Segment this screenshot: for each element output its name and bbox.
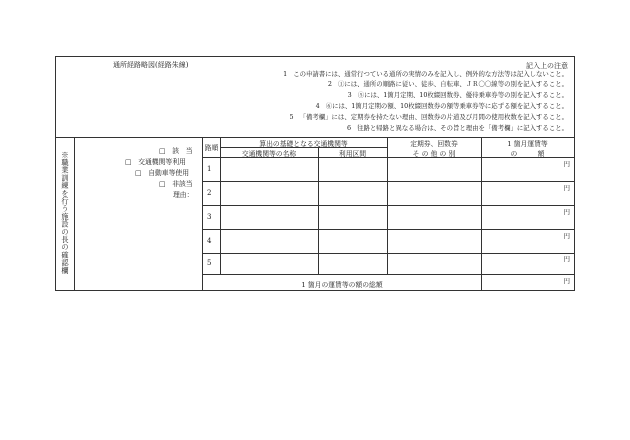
- reason-label: 理由：: [173, 191, 194, 199]
- note-4: [316, 102, 568, 110]
- section-header: 利用区間: [338, 150, 367, 158]
- note-5: [290, 113, 568, 121]
- row-number: 1: [207, 165, 212, 173]
- yen-mark: 円: [563, 208, 570, 216]
- note-number: 5: [289, 113, 294, 121]
- route-sketch-area[interactable]: [56, 57, 574, 138]
- note-6: [347, 124, 568, 132]
- transport-name-header: 交通機関等の名称: [241, 150, 297, 158]
- route-sketch-title: 通所経路略図(経路朱線): [113, 61, 189, 69]
- note-number: 1: [283, 70, 288, 78]
- note-text: ①には、通所の順路に従い、徒歩、自転車、ＪＲ〇〇線等の別を記入すること。: [337, 80, 568, 88]
- row-line: [203, 205, 574, 206]
- row-number: 5: [207, 259, 212, 267]
- yen-mark: 円: [563, 277, 570, 285]
- row-line: [203, 274, 574, 275]
- checkbox-applicable[interactable]: □ 該 当: [159, 147, 193, 155]
- note-number: 3: [347, 91, 352, 99]
- basis-header: 算出の基礎となる交通機関等: [259, 140, 348, 148]
- col-line: [318, 147, 319, 274]
- facility-head-confirmation-column: [56, 137, 75, 290]
- note-number: 2: [327, 80, 332, 88]
- checkbox-transport-use[interactable]: □ 交通機関等利用: [125, 158, 186, 166]
- row-number: 2: [207, 189, 212, 197]
- note-text: この申請書には、通常行つている通所の実情のみを記入し、例外的な方法等は記入しないこと。: [293, 70, 568, 78]
- row-line: [203, 253, 574, 254]
- application-form: [55, 56, 575, 291]
- facility-head-confirmation-label: ※職業訓練を行う施設の長の確認欄: [61, 151, 70, 275]
- row-number: 4: [207, 237, 212, 245]
- note-text: 往路と帰路と異なる場合は、その旨と理由を「備考欄」に記入すること。: [357, 124, 568, 132]
- note-number: 6: [347, 124, 352, 132]
- fare-table: [203, 137, 574, 290]
- yen-mark: 円: [563, 160, 570, 168]
- row-number: 3: [207, 213, 212, 221]
- confirmation-options: [75, 137, 203, 290]
- order-header: 路順: [204, 144, 219, 152]
- ticket-type-header-line1: 定期券、回数券: [410, 140, 458, 148]
- checkbox-not-applicable[interactable]: □ 非該当: [159, 180, 193, 188]
- col-line: [481, 137, 482, 290]
- yen-mark: 円: [563, 184, 570, 192]
- note-1: [283, 70, 568, 78]
- yen-mark: 円: [563, 255, 570, 263]
- fare-header-line2: の 額: [510, 150, 545, 158]
- total-fare-label: 1 箇月の運賃等の額の総額: [301, 281, 383, 289]
- note-3: [348, 91, 568, 99]
- note-text: ⑤には、1箇月定期、10枚綴回数券、優待乗車券等の別を記入すること。: [357, 91, 568, 99]
- ticket-type-header-line2: そ の 他 の 別: [412, 150, 456, 158]
- fare-header-line1: 1 箇月運賃等: [507, 140, 548, 148]
- note-number: 4: [315, 102, 320, 110]
- yen-mark: 円: [563, 232, 570, 240]
- row-line: [203, 229, 574, 230]
- note-text: ⑥には、1箇月定期の額、10枚綴回数券の額等乗車券等に応ずる額を記入すること。: [325, 102, 568, 110]
- notes-title: 記入上の注意: [526, 62, 568, 70]
- note-2: [328, 80, 568, 88]
- note-text: 「備考欄」には、定期券を持たない理由、回数券の片道及び月間の使用枚数を記入すること。: [299, 113, 568, 121]
- checkbox-car-use[interactable]: □ 自動車等使用: [135, 169, 189, 177]
- row-line: [203, 181, 574, 182]
